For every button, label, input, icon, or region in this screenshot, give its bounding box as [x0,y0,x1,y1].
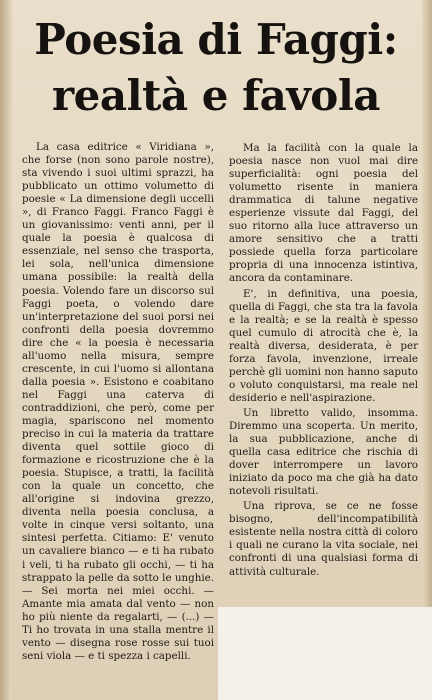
headline-line-1: Poesia di Faggi: [34,15,398,64]
column2-paragraph: E', in definitiva, una poesia, quella di Faggi, che sta tra la favola e la realtà; e se la realtà è spesso quel cumulo di atrocità che è, la realtà diversa, desiderata, è per forza favola, invenzione, irreale perchè gli uomini non hanno saputo o voluto conquistarsi, ma reale nel desiderio e nell'aspirazione. [229,287,418,404]
column2-paragraph: Una riprova, se ce ne fosse bisogno, dell'incompatibilità esistente nella nostra città di coloro i quali ne curano la vita sociale, nei confronti di una qualsiasi forma di attività culturale. [229,500,418,578]
column2-paragraph: Un libretto valido, insomma. Diremmo una scoperta. Un merito, la sua pubblicazione, anche di quella casa editrice che rischia di dover interrompere un lavoro iniziato da poco ma che già ha dato notevoli risultati. [229,406,418,498]
column2-paragraph: Ma la facilità con la quale la poesia nasce non vuol mai dire superficialità: ogni poesia del volumetto risente in maniera drammatica di talune negative esperienze vissute dal Faggi, del suo ritorno alla luce attraverso un amore sensitivo che a tratti possiede quella forza particolare propria di una innocenza istintiva, ancora da contaminare. [229,142,418,285]
article-column-2 [229,142,418,602]
column1-paragraph: La casa editrice « Viridiana », che forse (non sono parole nostre), sta vivendo i suoi ultimi sprazzi, ha pubblicato un ottimo volumetto di poesie « La dimensione degli uccelli », di Franco Faggi. Franco Faggi è un giovanissimo: venti anni, per il quale la poesia è qualcosa di essenziale, nel senso che trasporta, lei sola, nell'unica dimensione umana possibile: la realtà della poesia. Volendo fare un discorso sul Faggi poeta, o volendo dare un'interpretazione del suoi porsi nei confronti della poesia dovremmo dire che « la poesia è necessaria all'uomo nella misura, sempre crescente, in cui l'uomo si allontana dalla poesia ». Esistono e coabitano nel Faggi una caterva di contraddizioni, che però, come per magia, spariscono nel momento preciso in cui la materia da trattare diventa quel sottile gioco di formazione e ricostruzione che è la poesia. Stupisce, a tratti, la facilità con la quale un concetto, che all'origine si indovina grezzo, diventa nella poesia conclusa, a volte in cinque versi soltanto, una sintesi perfetta. Citiamo: E' venuto un cavaliere bianco — e ti ha rubato i veli, ti ha rubato gli occhi, — ti ha strappato la pelle da sotto le unghie. — Sei morta nei miei occhi. — Amante mia amata dal vento — non ho più niente da regalarti, — (...) — Ti ho trovata in una stalla mentre il vento — disegna rose rosse sui tuoi seni viola — e ti spezza i capelli. [22,141,214,662]
headline-line-2: realtà e favola [52,71,380,120]
blank-background-area [218,607,432,700]
article-column-1 [22,141,214,697]
